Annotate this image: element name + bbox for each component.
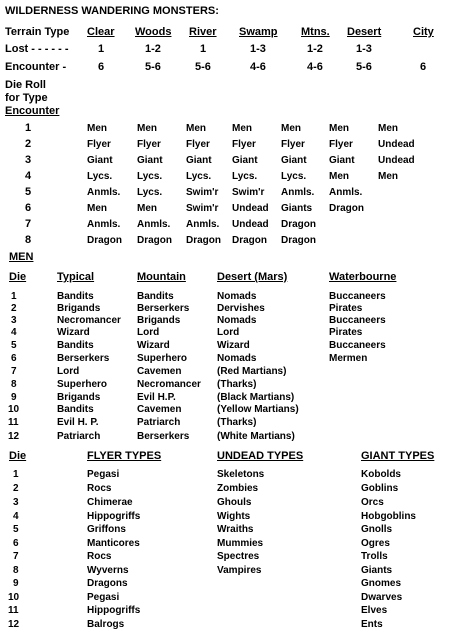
men-type-cell: Bandits (57, 404, 94, 415)
men-type-cell: Mermen (329, 353, 368, 364)
encounter-type-cell: Anmls. (87, 219, 121, 230)
die-roll-number: 5 (25, 186, 32, 198)
monster-type-cell: Mummies (217, 538, 264, 549)
monster-type-cell: Skeletons (217, 469, 265, 480)
encounter-type-cell: Undead (232, 219, 269, 230)
encounter-type-cell: Men (232, 123, 252, 134)
men-die-number: 9 (11, 392, 17, 403)
die-roll-number: 3 (25, 154, 32, 166)
die-roll-number: 4 (25, 170, 32, 182)
lost-label: Lost - - - - - - (5, 43, 69, 55)
die-roll-number: 2 (25, 138, 32, 150)
men-type-cell: Pirates (329, 303, 363, 314)
encounter-type-cell: Dragon (87, 235, 122, 246)
encounter-type-cell: Undead (378, 139, 415, 150)
men-type-cell: Pirates (329, 327, 363, 338)
monster-type-cell: Spectres (217, 551, 260, 562)
monster-type-cell: Gnolls (361, 524, 393, 535)
types-die-number: 4 (13, 511, 19, 522)
encounter-type-cell: Giant (232, 155, 258, 166)
types-column-header: Die (9, 450, 27, 462)
men-type-cell: Nomads (217, 315, 257, 326)
men-type-cell: (Black Martians) (217, 392, 295, 403)
terrain-column-header: Clear (87, 26, 115, 38)
men-die-number: 4 (11, 327, 17, 338)
encounter-type-cell: Dragon (232, 235, 267, 246)
men-die-number: 8 (11, 379, 17, 390)
encounter-type-cell: Swim'r (186, 187, 219, 198)
men-type-cell: Wizard (217, 340, 250, 351)
men-type-cell: Patriarch (137, 417, 181, 428)
encounter-value: 5-6 (195, 61, 211, 73)
men-type-cell: Bandits (57, 291, 94, 302)
monster-type-cell: Wraiths (217, 524, 254, 535)
encounter-value: 6 (420, 61, 427, 73)
men-die-number: 2 (11, 303, 17, 314)
monster-type-cell: Griffons (87, 524, 126, 535)
monster-type-cell: Hippogriffs (87, 511, 141, 522)
encounter-type-cell: Dragon (281, 235, 316, 246)
men-type-cell: Superhero (137, 353, 188, 364)
men-die-number: 10 (8, 404, 20, 415)
men-type-cell: Necromancer (57, 315, 121, 326)
monster-type-cell: Rocs (87, 551, 112, 562)
die-roll-number: 8 (25, 234, 32, 246)
men-type-cell: Buccaneers (329, 315, 386, 326)
terrain-column-header: City (413, 26, 434, 38)
types-die-number: 9 (13, 578, 19, 589)
men-type-cell: Wizard (57, 327, 90, 338)
types-die-number: 1 (13, 469, 19, 480)
terrain-column-header: Woods (135, 26, 172, 38)
men-type-cell: Buccaneers (329, 340, 386, 351)
types-die-number: 3 (13, 497, 19, 508)
men-type-cell: Cavemen (137, 404, 182, 415)
encounter-type-cell: Men (137, 203, 157, 214)
die-roll-number: 6 (25, 202, 32, 214)
encounter-type-cell: Giant (186, 155, 212, 166)
types-die-number: 7 (13, 551, 19, 562)
encounter-type-cell: Flyer (137, 139, 161, 150)
encounter-value: 4-6 (307, 61, 323, 73)
men-type-cell: Evil H.P. (137, 392, 176, 403)
encounter-type-cell: Flyer (232, 139, 256, 150)
encounter-type-cell: Lycs. (137, 171, 163, 182)
monster-type-cell: Pegasi (87, 592, 120, 603)
encounter-type-cell: Lycs. (186, 171, 212, 182)
monster-type-cell: Hippogriffs (87, 605, 141, 616)
monster-type-cell: Gnomes (361, 578, 402, 589)
encounter-value: 5-6 (145, 61, 161, 73)
men-type-cell: Necromancer (137, 379, 201, 390)
encounter-type-cell: Lycs. (137, 187, 163, 198)
types-die-number: 12 (8, 619, 20, 630)
terrain-column-header: River (189, 26, 217, 38)
monster-type-cell: Dragons (87, 578, 128, 589)
men-column-header: Desert (Mars) (217, 271, 288, 283)
men-die-number: 1 (11, 291, 17, 302)
types-die-number: 6 (13, 538, 19, 549)
monster-type-cell: Ogres (361, 538, 390, 549)
types-die-number: 2 (13, 483, 19, 494)
encounter-type-cell: Men (186, 123, 206, 134)
die-roll-heading-line-3: Encounter (5, 105, 60, 117)
monster-type-cell: Wyverns (87, 565, 129, 576)
die-roll-number: 1 (25, 122, 32, 134)
encounter-type-cell: Lycs. (281, 171, 307, 182)
encounter-type-cell: Giant (329, 155, 355, 166)
men-type-cell: Dervishes (217, 303, 265, 314)
monster-type-cell: Balrogs (87, 619, 125, 630)
encounter-type-cell: Dragon (329, 203, 364, 214)
monster-type-cell: Orcs (361, 497, 384, 508)
monster-type-cell: Kobolds (361, 469, 401, 480)
men-type-cell: (Yellow Martians) (217, 404, 299, 415)
encounter-type-cell: Swim'r (232, 187, 265, 198)
men-column-header: Waterbourne (329, 271, 397, 283)
encounter-type-cell: Men (87, 123, 107, 134)
men-type-cell: Cavemen (137, 366, 182, 377)
men-type-cell: (Tharks) (217, 379, 257, 390)
types-column-header: GIANT TYPES (361, 450, 435, 462)
monster-type-cell: Trolls (361, 551, 388, 562)
monster-type-cell: Wights (217, 511, 251, 522)
encounter-type-cell: Men (281, 123, 301, 134)
men-type-cell: Lord (57, 366, 80, 377)
monster-type-cell: Manticores (87, 538, 140, 549)
men-type-cell: (White Martians) (217, 431, 295, 442)
men-type-cell: Brigands (57, 303, 101, 314)
encounter-type-cell: Flyer (329, 139, 353, 150)
monster-type-cell: Zombies (217, 483, 259, 494)
men-column-header: Mountain (137, 271, 186, 283)
types-column-header: UNDEAD TYPES (217, 450, 304, 462)
encounter-type-cell: Men (87, 203, 107, 214)
encounter-type-cell: Lycs. (232, 171, 258, 182)
monster-type-cell: Goblins (361, 483, 399, 494)
terrain-column-header: Mtns. (301, 26, 330, 38)
encounter-type-cell: Anmls. (186, 219, 220, 230)
monster-type-cell: Hobgoblins (361, 511, 416, 522)
men-die-number: 6 (11, 353, 17, 364)
types-die-number: 5 (13, 524, 19, 535)
men-type-cell: Bandits (137, 291, 174, 302)
encounter-type-cell: Anmls. (87, 187, 121, 198)
men-type-cell: Bandits (57, 340, 94, 351)
men-heading: MEN (9, 251, 34, 263)
types-column-header: FLYER TYPES (87, 450, 162, 462)
encounter-type-cell: Undead (378, 155, 415, 166)
men-type-cell: (Tharks) (217, 417, 257, 428)
encounter-type-cell: Giant (137, 155, 163, 166)
men-die-number: 5 (11, 340, 17, 351)
lost-value: 1-3 (250, 43, 266, 55)
men-type-cell: Wizard (137, 340, 170, 351)
encounter-type-cell: Anmls. (329, 187, 363, 198)
encounter-type-cell: Anmls. (281, 187, 315, 198)
terrain-column-header: Desert (347, 26, 382, 38)
men-type-cell: Berserkers (57, 353, 110, 364)
men-type-cell: Patriarch (57, 431, 101, 442)
monster-type-cell: Pegasi (87, 469, 120, 480)
types-die-number: 8 (13, 565, 19, 576)
encounter-value: 5-6 (356, 61, 372, 73)
encounter-type-cell: Giant (87, 155, 113, 166)
terrain-type-label: Terrain Type (5, 26, 70, 38)
monster-type-cell: Chimerae (87, 497, 133, 508)
men-column-header: Die (9, 271, 27, 283)
die-roll-heading-line-2: for Type (5, 92, 48, 104)
men-type-cell: (Red Martians) (217, 366, 287, 377)
men-type-cell: Nomads (217, 353, 257, 364)
encounter-type-cell: Flyer (87, 139, 111, 150)
encounter-label: Encounter - (5, 61, 67, 73)
lost-value: 1-3 (356, 43, 372, 55)
men-type-cell: Berserkers (137, 431, 190, 442)
lost-value: 1 (200, 43, 207, 55)
encounter-type-cell: Undead (232, 203, 269, 214)
men-column-header: Typical (57, 271, 95, 283)
monster-type-cell: Giants (361, 565, 393, 576)
men-type-cell: Lord (137, 327, 160, 338)
terrain-column-header: Swamp (239, 26, 278, 38)
lost-value: 1-2 (145, 43, 161, 55)
encounter-type-cell: Men (137, 123, 157, 134)
die-roll-number: 7 (25, 218, 32, 230)
men-type-cell: Berserkers (137, 303, 190, 314)
men-type-cell: Superhero (57, 379, 108, 390)
encounter-type-cell: Dragon (281, 219, 316, 230)
encounter-value: 4-6 (250, 61, 266, 73)
encounter-type-cell: Dragon (186, 235, 221, 246)
encounter-type-cell: Lycs. (87, 171, 113, 182)
types-die-number: 11 (8, 605, 19, 616)
monster-type-cell: Dwarves (361, 592, 403, 603)
page-title: WILDERNESS WANDERING MONSTERS: (5, 5, 219, 17)
men-type-cell: Lord (217, 327, 240, 338)
men-die-number: 12 (8, 431, 20, 442)
men-die-number: 3 (11, 315, 17, 326)
encounter-value: 6 (98, 61, 105, 73)
encounter-type-cell: Men (329, 171, 349, 182)
monster-type-cell: Vampires (217, 565, 262, 576)
monster-type-cell: Ghouls (217, 497, 252, 508)
lost-value: 1-2 (307, 43, 323, 55)
monster-type-cell: Ents (361, 619, 383, 630)
men-type-cell: Buccaneers (329, 291, 386, 302)
encounter-type-cell: Men (378, 123, 398, 134)
monster-type-cell: Rocs (87, 483, 112, 494)
men-die-number: 11 (8, 417, 19, 428)
encounter-type-cell: Giant (281, 155, 307, 166)
encounter-type-cell: Flyer (186, 139, 210, 150)
men-type-cell: Evil H. P. (57, 417, 99, 428)
lost-value: 1 (98, 43, 105, 55)
encounter-type-cell: Swim'r (186, 203, 219, 214)
encounter-type-cell: Dragon (137, 235, 172, 246)
encounter-type-cell: Giants (281, 203, 313, 214)
die-roll-heading-line-1: Die Roll (5, 79, 46, 91)
encounter-type-cell: Men (378, 171, 398, 182)
men-die-number: 7 (11, 366, 17, 377)
men-type-cell: Brigands (57, 392, 101, 403)
encounter-type-cell: Men (329, 123, 349, 134)
encounter-type-cell: Anmls. (137, 219, 171, 230)
men-type-cell: Brigands (137, 315, 181, 326)
monster-type-cell: Elves (361, 605, 388, 616)
men-type-cell: Nomads (217, 291, 257, 302)
types-die-number: 10 (8, 592, 20, 603)
encounter-type-cell: Flyer (281, 139, 305, 150)
